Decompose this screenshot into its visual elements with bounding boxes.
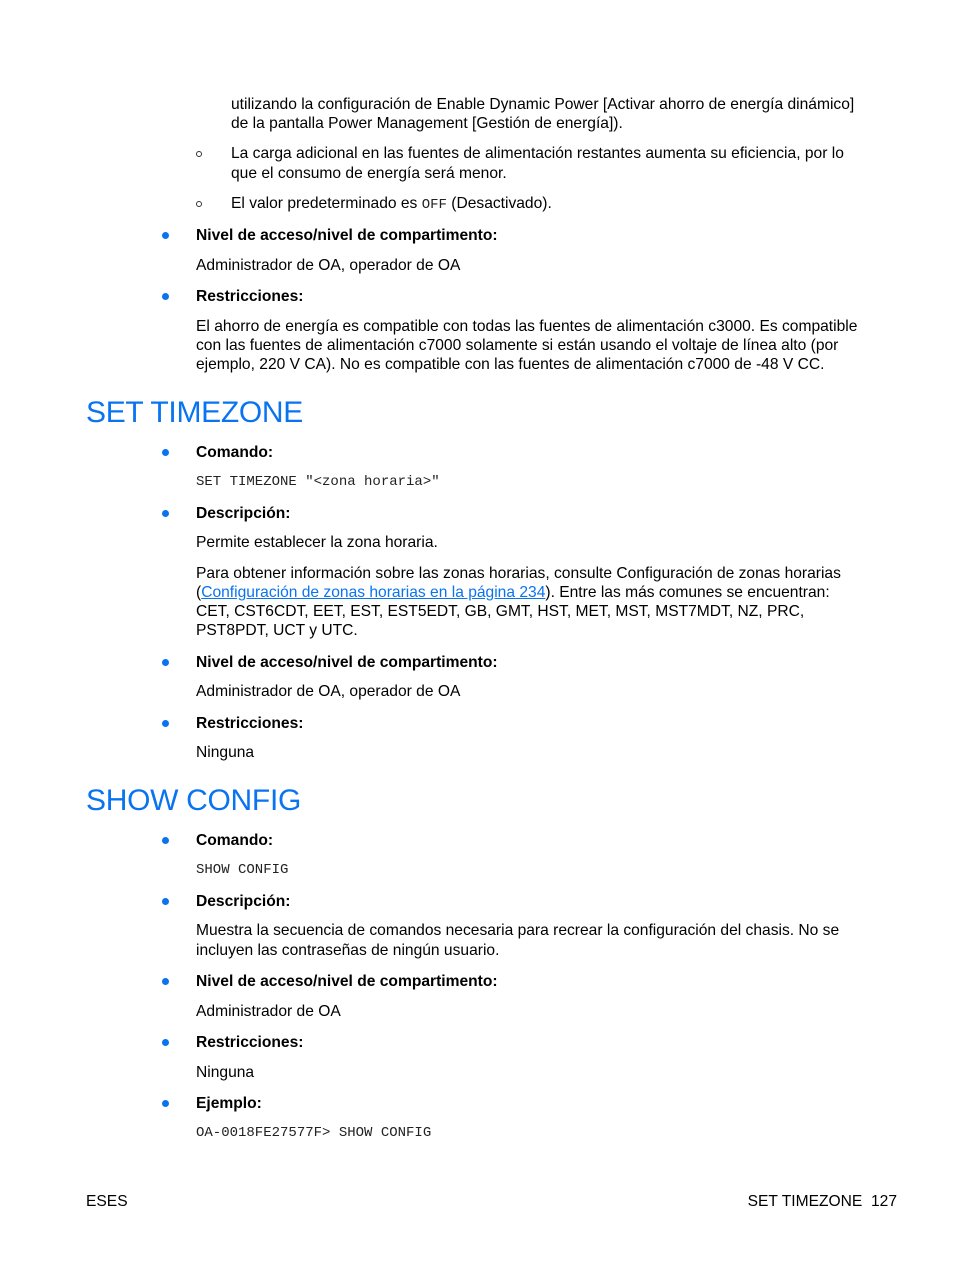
- access-label: Nivel de acceso/nivel de compartimento:: [196, 654, 498, 671]
- sub-bullet-icon: [196, 201, 202, 207]
- command-value: SET TIMEZONE "<zona horaria>": [196, 474, 440, 490]
- restrictions-line-1: El ahorro de energía es compatible con todas las fuentes de alimentación c3000. Es compatible: [196, 318, 858, 335]
- bullet-icon: [162, 659, 169, 666]
- timezone-info-line-2: (Configuración de zonas horarias en la página 234). Entre las más comunes se encuentran:: [196, 584, 830, 601]
- command-label: Comando:: [196, 832, 274, 849]
- sub-bullet-2: El valor predeterminado es OFF (Desactivado).: [231, 195, 552, 213]
- sub-bullet-1-line-2: que el consumo de energía será menor.: [231, 165, 507, 182]
- restrictions-line-3: ejemplo, 220 V CA). No es compatible con las fuentes de alimentación c7000 de -48 V CC.: [196, 356, 825, 373]
- description-value: Permite establecer la zona horaria.: [196, 534, 438, 551]
- code-off: OFF: [421, 197, 447, 213]
- footer-page-number: 127: [870, 1193, 897, 1210]
- restrictions-label: Restricciones:: [196, 715, 304, 732]
- restrictions-line-2: con las fuentes de alimentación c7000 solamente si están usando el voltaje de línea alto (por: [196, 337, 839, 354]
- bullet-icon: [162, 510, 169, 517]
- access-label: Nivel de acceso/nivel de compartimento:: [196, 973, 498, 990]
- sub-bullet-icon: [196, 151, 202, 157]
- example-value: OA-0018FE27577F> SHOW CONFIG: [196, 1125, 432, 1141]
- restrictions-label: Restricciones:: [196, 288, 304, 305]
- continuation-line-2: de la pantalla Power Management [Gestión de energía]).: [231, 115, 623, 132]
- timezone-config-link[interactable]: Configuración de zonas horarias en la página 234: [201, 584, 546, 601]
- description-line-1: Muestra la secuencia de comandos necesaria para recrear la configuración del chasis. No se: [196, 922, 840, 939]
- restrictions-value: Ninguna: [196, 1064, 255, 1081]
- timezone-info-line-4: PST8PDT, UCT y UTC.: [196, 622, 358, 639]
- access-label: Nivel de acceso/nivel de compartimento:: [196, 227, 498, 244]
- restrictions-label: Restricciones:: [196, 1034, 304, 1051]
- section-title-show-config: SHOW CONFIG: [86, 784, 302, 817]
- description-line-2: incluyen las contraseñas de ningún usuario.: [196, 942, 500, 959]
- description-label: Descripción:: [196, 505, 291, 522]
- bullet-icon: [162, 293, 169, 300]
- description-label: Descripción:: [196, 893, 291, 910]
- command-value: SHOW CONFIG: [196, 862, 289, 878]
- access-value: Administrador de OA: [196, 1003, 341, 1020]
- footer-right: [748, 1192, 897, 1211]
- bullet-icon: [162, 232, 169, 239]
- footer-section: SET TIMEZONE: [747, 1193, 863, 1210]
- example-label: Ejemplo:: [196, 1095, 262, 1112]
- bullet-icon: [162, 449, 169, 456]
- access-value: Administrador de OA, operador de OA: [196, 683, 461, 700]
- continuation-line-1: utilizando la configuración de Enable Dynamic Power [Activar ahorro de energía dinámico]: [231, 96, 855, 113]
- restrictions-value: Ninguna: [196, 744, 255, 761]
- bullet-icon: [162, 1100, 169, 1107]
- footer-left: ESES: [86, 1193, 128, 1210]
- timezone-info-line-1: Para obtener información sobre las zonas horarias, consulte Configuración de zonas horarias: [196, 565, 841, 582]
- bullet-icon: [162, 978, 169, 985]
- sub-bullet-1-line-1: La carga adicional en las fuentes de alimentación restantes aumenta su eficiencia, por lo: [231, 145, 844, 162]
- bullet-icon: [162, 837, 169, 844]
- timezone-info-line-3: CET, CST6CDT, EET, EST, EST5EDT, GB, GMT, HST, MET, MST, MST7MDT, NZ, PRC,: [196, 603, 805, 620]
- access-value: Administrador de OA, operador de OA: [196, 257, 461, 274]
- bullet-icon: [162, 898, 169, 905]
- command-label: Comando:: [196, 444, 274, 461]
- bullet-icon: [162, 720, 169, 727]
- bullet-icon: [162, 1039, 169, 1046]
- section-title-set-timezone: SET TIMEZONE: [86, 396, 303, 429]
